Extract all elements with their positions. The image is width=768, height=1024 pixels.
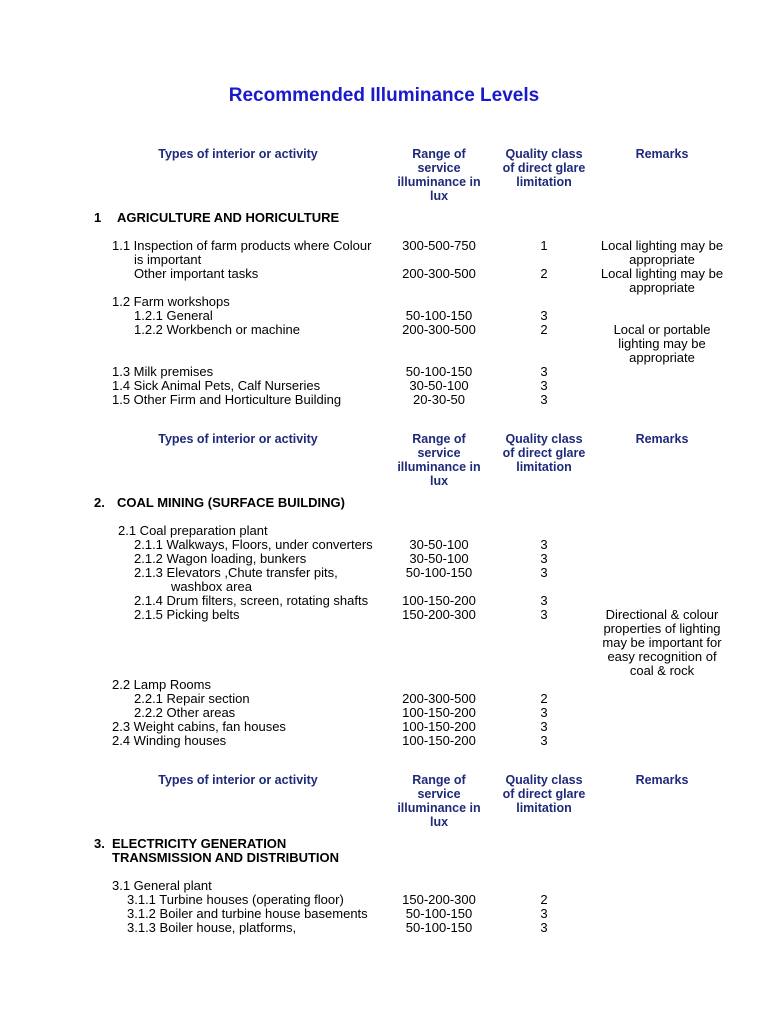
quality-value: 3 <box>540 378 548 393</box>
range-value: 50-100-150 <box>405 565 473 580</box>
range-value: 50-100-150 <box>405 364 473 379</box>
header-range-l4: lux <box>429 815 449 829</box>
quality-value: 3 <box>540 705 548 720</box>
remark: appropriate <box>629 252 695 267</box>
range-value: 50-100-150 <box>405 308 473 323</box>
header-types: Types of interior or activity <box>158 432 318 446</box>
range-value: 30-50-100 <box>409 537 469 552</box>
row-label: 3.1.2 Boiler and turbine house basements <box>127 906 368 921</box>
header-range-l2: service <box>417 787 461 801</box>
quality-value: 2 <box>540 892 548 907</box>
row-label: 2.3 Weight cabins, fan houses <box>112 719 286 734</box>
row-label: 3.1.1 Turbine houses (operating floor) <box>127 892 344 907</box>
quality-value: 3 <box>540 733 548 748</box>
quality-value: 3 <box>540 920 548 935</box>
range-value: 100-150-200 <box>402 593 476 608</box>
range-value: 200-300-500 <box>402 691 476 706</box>
quality-value: 3 <box>540 392 548 407</box>
range-value: 100-150-200 <box>402 719 476 734</box>
row-label: 1.2.2 Workbench or machine <box>134 322 300 337</box>
quality-value: 3 <box>540 906 548 921</box>
row-label: 3.1 General plant <box>112 878 212 893</box>
row-label: 2.1.1 Walkways, Floors, under converters <box>134 537 373 552</box>
remark: appropriate <box>629 350 695 365</box>
row-label: 2.2 Lamp Rooms <box>112 677 211 692</box>
row-label: 1.2.1 General <box>134 308 213 323</box>
remark: lighting may be <box>618 336 706 351</box>
row-label: 3.1.3 Boiler house, platforms, <box>127 920 297 935</box>
row-label: 2.1.4 Drum filters, screen, rotating shafts <box>134 593 369 608</box>
row-label: 2.2.2 Other areas <box>134 705 236 720</box>
section-number: 3. <box>94 836 105 851</box>
header-range-l2: service <box>417 161 461 175</box>
header-range-l4: lux <box>429 189 449 203</box>
range-value: 50-100-150 <box>405 906 473 921</box>
remark: coal & rock <box>629 663 695 678</box>
row-label: washbox area <box>171 579 252 594</box>
quality-value: 3 <box>540 607 548 622</box>
header-remarks: Remarks <box>635 773 689 787</box>
range-value: 30-50-100 <box>409 378 469 393</box>
row-label: 2.2.1 Repair section <box>134 691 250 706</box>
header-range-l1: Range of <box>412 773 466 787</box>
remark: may be important for <box>602 635 722 650</box>
range-value: 50-100-150 <box>405 920 473 935</box>
remark: easy recognition of <box>607 649 717 664</box>
quality-value: 3 <box>540 719 548 734</box>
header-quality-l1: Quality class <box>505 147 583 161</box>
header-types: Types of interior or activity <box>158 773 318 787</box>
header-range-l3: illuminance in <box>397 801 481 815</box>
header-range-l1: Range of <box>412 147 466 161</box>
quality-value: 2 <box>540 322 548 337</box>
row-label: 2.1.3 Elevators ,Chute transfer pits, <box>134 565 338 580</box>
quality-value: 1 <box>540 238 548 253</box>
header-types: Types of interior or activity <box>158 147 318 161</box>
range-value: 30-50-100 <box>409 551 469 566</box>
header-range-l3: illuminance in <box>397 175 481 189</box>
header-quality-l3: limitation <box>516 175 572 189</box>
quality-value: 2 <box>540 266 548 281</box>
quality-value: 3 <box>540 593 548 608</box>
page-title: Recommended Illuminance Levels <box>228 85 540 106</box>
range-value: 150-200-300 <box>402 892 476 907</box>
quality-value: 3 <box>540 364 548 379</box>
quality-value: 3 <box>540 565 548 580</box>
range-value: 100-150-200 <box>402 705 476 720</box>
remark: Local or portable <box>613 322 711 337</box>
header-remarks: Remarks <box>635 147 689 161</box>
row-label: 1.5 Other Firm and Horticulture Building <box>112 392 342 407</box>
quality-value: 2 <box>540 691 548 706</box>
row-label: 1.1 Inspection of farm products where Colour <box>112 238 372 253</box>
range-value: 200-300-500 <box>402 266 476 281</box>
row-label: 2.1 Coal preparation plant <box>118 523 268 538</box>
range-value: 20-30-50 <box>412 392 466 407</box>
remark: properties of lighting <box>603 621 721 636</box>
header-quality-l1: Quality class <box>505 432 583 446</box>
section-title: AGRICULTURE AND HORICULTURE <box>117 210 340 225</box>
row-label: Other important tasks <box>134 266 259 281</box>
section-number: 2. <box>94 495 105 510</box>
quality-value: 3 <box>540 308 548 323</box>
quality-value: 3 <box>540 537 548 552</box>
header-quality-l2: of direct glare <box>502 161 586 175</box>
header-remarks: Remarks <box>635 432 689 446</box>
range-value: 200-300-500 <box>402 322 476 337</box>
range-value: 100-150-200 <box>402 733 476 748</box>
section-number: 1 <box>94 210 102 225</box>
row-label: is important <box>134 252 202 267</box>
header-quality-l2: of direct glare <box>502 787 586 801</box>
header-range-l3: illuminance in <box>397 460 481 474</box>
quality-value: 3 <box>540 551 548 566</box>
header-range-l4: lux <box>429 474 449 488</box>
remark: Local lighting may be <box>600 238 724 253</box>
header-range-l1: Range of <box>412 432 466 446</box>
header-quality-l1: Quality class <box>505 773 583 787</box>
range-value: 300-500-750 <box>402 238 476 253</box>
row-label: 2.1.5 Picking belts <box>134 607 240 622</box>
row-label: 1.2 Farm workshops <box>112 294 230 309</box>
header-range-l2: service <box>417 446 461 460</box>
header-quality-l2: of direct glare <box>502 446 586 460</box>
remark: Local lighting may be <box>600 266 724 281</box>
remark: Directional & colour <box>605 607 719 622</box>
header-quality-l3: limitation <box>516 801 572 815</box>
section-title: TRANSMISSION AND DISTRIBUTION <box>112 850 340 865</box>
header-quality-l3: limitation <box>516 460 572 474</box>
range-value: 150-200-300 <box>402 607 476 622</box>
row-label: 1.3 Milk premises <box>112 364 214 379</box>
row-label: 2.4 Winding houses <box>112 733 227 748</box>
row-label: 2.1.2 Wagon loading, bunkers <box>134 551 307 566</box>
remark: appropriate <box>629 280 695 295</box>
row-label: 1.4 Sick Animal Pets, Calf Nurseries <box>112 378 321 393</box>
section-title: COAL MINING (SURFACE BUILDING) <box>117 495 345 510</box>
section-title: ELECTRICITY GENERATION <box>112 836 287 851</box>
